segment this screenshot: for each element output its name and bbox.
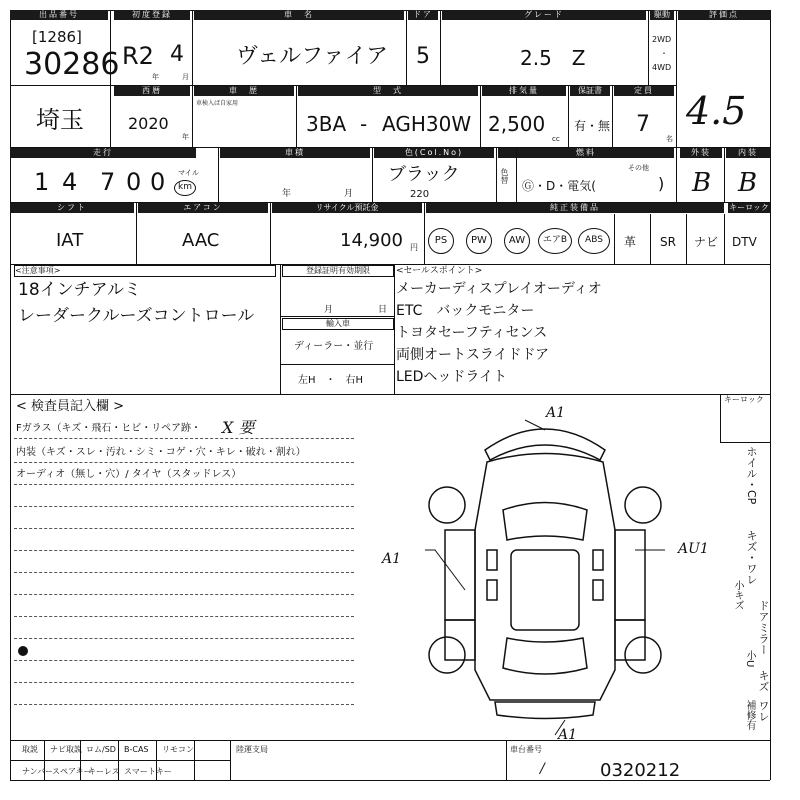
- score: 4.5: [686, 89, 747, 133]
- warranty: 有・無: [574, 119, 611, 133]
- opt-number: ナンバー: [22, 767, 54, 776]
- history-header: 車 歴: [194, 86, 294, 96]
- wheel-rear-right: [625, 637, 661, 673]
- opt-manual: 取説: [22, 745, 38, 754]
- mileage-digit-2: 4: [62, 168, 78, 196]
- import-steering: 左H ・ 右H: [298, 375, 364, 386]
- notes-header: <注意事項>: [14, 265, 276, 277]
- legend-repair: 補修有: [744, 700, 755, 730]
- equip-navi: ナビ: [694, 235, 719, 249]
- first-reg-month: 4: [170, 42, 184, 67]
- equip-airbag: エアB: [538, 228, 572, 254]
- capacity-header: 定員: [614, 86, 674, 96]
- aircon: AAC: [182, 230, 220, 251]
- int-grade: B: [738, 168, 758, 198]
- mileage-digit-5: 0: [150, 168, 166, 196]
- cargo-header: 車積: [220, 148, 370, 158]
- left-doors: [445, 530, 475, 620]
- fuel-options: Ⓖ・D・電気(: [522, 179, 596, 193]
- doors: 5: [416, 44, 430, 69]
- roof: [511, 550, 579, 630]
- opt-smart-key: スマートキー: [124, 767, 172, 776]
- damage-right: AU1: [678, 541, 709, 557]
- wheel-rear-left: [429, 637, 465, 673]
- inspection-audio: オーディオ（無し・穴）/ タイヤ（スタッドレス）: [16, 469, 242, 480]
- mileage-unit-km: km: [174, 180, 196, 196]
- import-header: 輸入車: [282, 318, 394, 330]
- ext-header: 外装: [680, 148, 722, 158]
- doors-header: ドア: [408, 10, 438, 20]
- mileage-header: 走行: [10, 148, 196, 158]
- opt-spare-key: スペアキー: [52, 767, 92, 776]
- equip-sr: SR: [660, 235, 676, 249]
- vin-value: 0320212: [600, 760, 681, 781]
- legend-small-u: 小U: [744, 650, 755, 668]
- shoulder-label: 陸運支局: [236, 745, 268, 754]
- note-2: レーダークルーズコントロール: [18, 306, 255, 326]
- recycle-header: リサイクル預託金: [272, 203, 422, 213]
- int-header: 内装: [726, 148, 770, 158]
- damage-left: A1: [382, 551, 402, 567]
- legend-mirror: ドアミラー: [757, 600, 770, 655]
- sales-point-4: 両側オートスライドドア: [396, 347, 550, 363]
- equip-ps: PS: [428, 228, 454, 254]
- color-code: 220: [410, 189, 430, 200]
- legend-mirror-crack: ワレ: [757, 700, 770, 722]
- key-header: キーロック: [729, 203, 769, 212]
- damage-front: A1: [546, 405, 566, 421]
- mileage-digit-3: 7: [100, 168, 116, 196]
- history-note: 車検入ば自家用: [196, 100, 239, 107]
- legend-scratch: キズ・ワレ: [745, 530, 758, 585]
- opt-keyless: キーレス: [88, 767, 120, 776]
- shift-header: シフト: [10, 203, 134, 213]
- displacement: 2,500: [488, 112, 546, 136]
- region: 埼玉: [36, 106, 84, 134]
- year-header: 西暦: [114, 86, 190, 96]
- model-prefix: 3BA: [306, 112, 347, 136]
- import-dealer: ディーラー・並行: [294, 341, 374, 352]
- color-header: 色(Col.No): [374, 148, 494, 158]
- equip-pw: PW: [466, 228, 492, 254]
- ext-grade: B: [692, 168, 712, 198]
- shift: IAT: [56, 230, 84, 251]
- equip-leather: 革: [624, 235, 637, 249]
- legend-wheel: ホイル・CP: [745, 446, 758, 505]
- lot-header: 出品番号: [10, 10, 108, 20]
- legend-mirror-scratch: キズ: [757, 670, 770, 692]
- vin-label: 車台番号: [510, 745, 542, 754]
- inspection-glass: Fガラス（キズ・飛石・ヒビ・リペア跡・: [16, 423, 202, 434]
- wheel-front-left: [429, 487, 465, 523]
- mileage-digit-1: 1: [34, 168, 50, 196]
- sales-header: <セールスポイント>: [396, 266, 483, 276]
- drive-4wd: 4WD: [652, 63, 672, 72]
- sales-point-5: LEDヘッドライト: [396, 369, 508, 385]
- ink-dot: [18, 646, 28, 656]
- equipment-header: 純正装備品: [426, 203, 724, 213]
- inspection-interior: 内装（キズ・スレ・汚れ・シミ・コゲ・穴・キレ・破れ・割れ）: [16, 447, 306, 458]
- model-code: AGH30W: [382, 112, 472, 136]
- equip-dtv: DTV: [732, 235, 757, 249]
- first-reg-era: R2: [122, 42, 154, 70]
- recycle-amount: 14,900: [340, 230, 403, 251]
- rear-glass: [503, 638, 587, 674]
- drive-header: 駆動: [650, 10, 674, 20]
- auction-sheet: 出品番号 初度登録 車 名 ドア グレード 駆動 評価点 [1286] 30286 R2 4 年 月 ヴェルファイア 5 2.5 Z 2WD ・ 4WD 西暦 車 歴 型 式 排気量 保証書 定員 埼玉 2020 年 車検入ば自家用 3BA - AGH30W 2,500 cc 有・無 7 名 4.5 走行 車積 色(Col.No) 燃料 外装 内装 1 4 7 0 0 マイル km 年 月 ブラック 220 色替 Ⓖ・D・電気( その他 ) B B シフト エアコン リサイクル預託金 純正装備品 キーロック IAT AAC 14,900 円 PS PW AW エアB ABS 革 SR ナビ DTV <注意事項> 18インチアルミ レーダークルーズコントロール 登録証明有効期限 月 日 輸入車 ディーラー・並行 左H ・ 右H <セールスポイント> メーカーディスプレイオーディオ ETC バックモニター トヨタセーフティセンス 両側オートスライドドア LEDヘッドライト < 検査員記入欄 > Fガラス（キズ・飛石・ヒビ・リペア跡・ X 要 内装（キズ・スレ・汚れ・シミ・コゲ・穴・キレ・破れ・割れ） オーディオ（無し・穴）/ タイヤ（スタッドレス） キーロック A1 A1 AU1 A1 ホイル・CP キズ・ワレ 小キズ ドアミラー キズ ワレ 小U 補修有 取説 ナビ取説 ロム/SD B-CAS リモコン ナンバー スペアキー キーレス スマートキー 陸運支局 車台番号 / 0320212: [10, 10, 770, 790]
- opt-rom-sd: ロム/SD: [86, 745, 116, 754]
- model-header: 型 式: [298, 86, 478, 96]
- car-name: ヴェルファイア: [236, 44, 389, 69]
- equip-abs: ABS: [578, 228, 610, 254]
- damage-rear: A1: [558, 727, 578, 743]
- mileage-digit-4: 0: [126, 168, 142, 196]
- displacement-header: 排気量: [482, 86, 566, 96]
- keylock-label: キーロック: [724, 395, 764, 404]
- grade-header: グレード: [442, 10, 646, 20]
- equip-aw: AW: [504, 228, 530, 254]
- sales-point-2: ETC バックモニター: [396, 303, 535, 319]
- score-header: 評価点: [678, 10, 770, 20]
- capacity: 7: [636, 112, 650, 137]
- sales-point-3: トヨタセーフティセンス: [396, 325, 548, 341]
- inspector-header: < 検査員記入欄 >: [16, 399, 125, 414]
- opt-navi-manual: ナビ取説: [50, 745, 82, 754]
- legend-small: 小キズ: [732, 580, 743, 610]
- opt-bcas: B-CAS: [124, 745, 149, 754]
- note-1: 18インチアルミ: [18, 280, 141, 300]
- vin-check: /: [540, 761, 545, 777]
- warranty-header: 保証書: [570, 86, 610, 96]
- wheel-front-right: [625, 487, 661, 523]
- inspection-glass-mark: X 要: [222, 418, 255, 437]
- lot-number: 30286: [24, 47, 120, 82]
- first-reg-header: 初度登録: [114, 10, 190, 20]
- car-body: [475, 454, 615, 701]
- car-name-header: 車 名: [194, 10, 404, 20]
- rear-bumper: [495, 702, 595, 719]
- fuel-header: 燃料: [498, 148, 674, 158]
- car-damage-diagram: [425, 410, 665, 743]
- opt-remote: リモコン: [162, 745, 194, 754]
- year: 2020: [128, 114, 169, 133]
- windshield: [503, 503, 587, 541]
- aircon-header: エアコン: [138, 203, 268, 213]
- grade: 2.5 Z: [520, 46, 586, 70]
- front-bumper: [485, 429, 605, 460]
- sales-point-1: メーカーディスプレイオーディオ: [396, 281, 602, 297]
- right-doors: [615, 530, 645, 620]
- reg-valid-header: 登録証明有効期限: [282, 265, 394, 277]
- drive-2wd: 2WD: [652, 35, 672, 44]
- color-name: ブラック: [388, 164, 460, 185]
- lot-sub: [1286]: [32, 28, 82, 46]
